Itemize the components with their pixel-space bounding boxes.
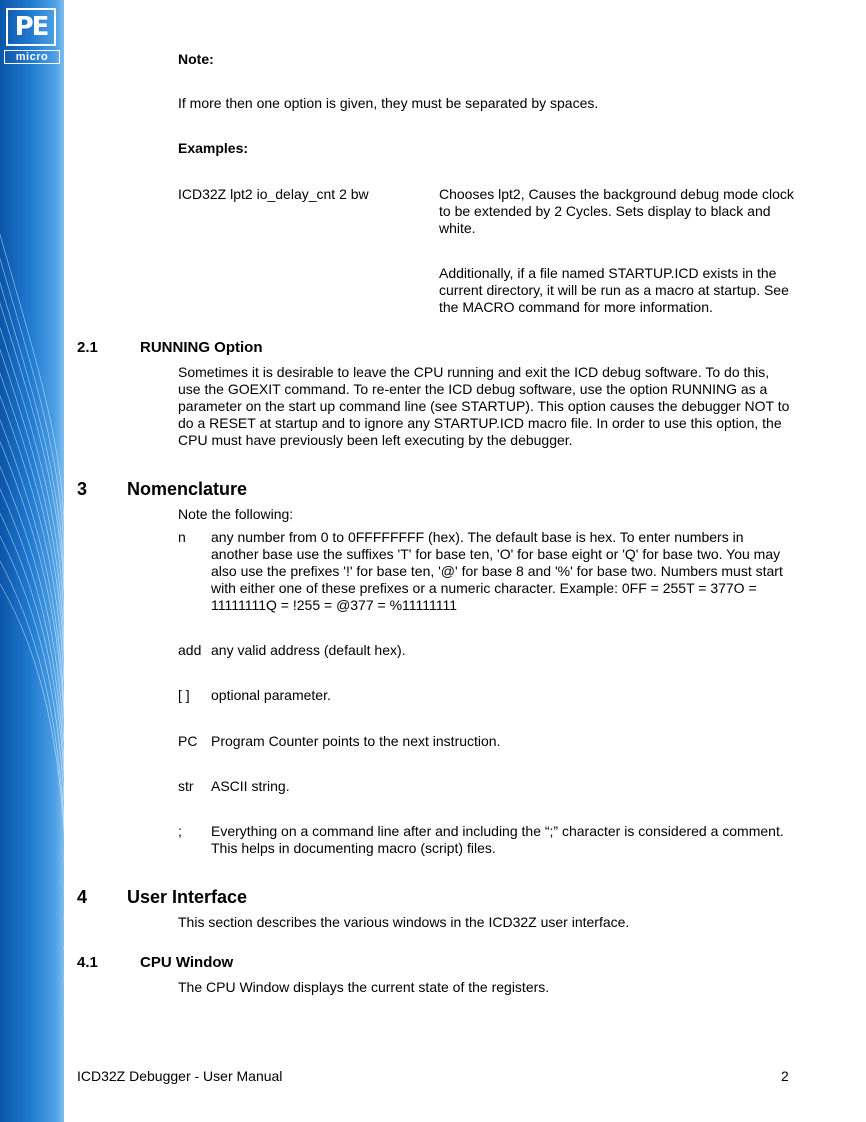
nomenclature-desc: any valid address (default hex).: [211, 642, 406, 658]
example-description-1: Chooses lpt2, Causes the background debug mode clock to be extended by 2 Cycles. Sets display to black and white.: [439, 186, 794, 236]
pe-micro-logo: [4, 8, 60, 66]
logo-micro-text: micro: [4, 50, 60, 64]
nomenclature-intro: Note the following:: [178, 506, 294, 522]
section-4-text: This section describes the various windows in the ICD32Z user interface.: [178, 914, 630, 930]
section-4-number: 4: [77, 887, 88, 907]
section-3-number: 3: [77, 479, 88, 499]
nomenclature-term: n: [178, 529, 186, 545]
nomenclature-desc: Everything on a command line after and including the “;” character is considered a comment. This helps in documenting macro (script) files.: [211, 823, 784, 856]
section-2-1-number: 2.1: [77, 339, 98, 356]
note-heading: Note:: [178, 51, 214, 67]
section-4-1-title: CPU Window: [140, 954, 234, 971]
nomenclature-desc: Program Counter points to the next instruction.: [211, 733, 501, 749]
note-text: If more then one option is given, they must be separated by spaces.: [178, 95, 599, 111]
nomenclature-term: PC: [178, 733, 198, 749]
footer-title: ICD32Z Debugger - User Manual: [77, 1068, 283, 1084]
nomenclature-desc: ASCII string.: [211, 778, 290, 794]
section-2-1-title: RUNNING Option: [140, 339, 263, 356]
section-3-title: Nomenclature: [127, 479, 248, 499]
section-4-1-number: 4.1: [77, 954, 98, 971]
nomenclature-term: add: [178, 642, 202, 658]
logo-pe-text: PE: [6, 8, 56, 46]
examples-heading: Examples:: [178, 140, 249, 156]
example-description-2: Additionally, if a file named STARTUP.ICD exists in the current directory, it will be run as a macro at startup. See the MACRO command for more information.: [439, 265, 789, 315]
sidebar-curves: [0, 0, 64, 1122]
section-4-1-text: The CPU Window displays the current state of the registers.: [178, 979, 550, 995]
section-2-1-text: Sometimes it is desirable to leave the CPU running and exit the ICD debug software. To do this, use the GOEXIT command. To re-enter the ICD debug software, use the option RUNNING as a parameter on the start up command line (see STARTUP). This option causes the debugger NOT to do a RESET at startup and to ignore any STARTUP.ICD macro file. In order to use this option, the CPU must have previously been left executing by the debugger.: [178, 364, 790, 448]
example-command: ICD32Z lpt2 io_delay_cnt 2 bw: [178, 186, 369, 202]
sidebar-decoration: [0, 0, 64, 1122]
nomenclature-desc: optional parameter.: [211, 687, 331, 703]
nomenclature-term: [ ]: [178, 687, 190, 703]
page-number: 2: [781, 1068, 789, 1084]
section-4-title: User Interface: [127, 887, 248, 907]
nomenclature-term: ;: [178, 823, 182, 839]
nomenclature-term: str: [178, 778, 194, 794]
nomenclature-desc: any number from 0 to 0FFFFFFFF (hex). The default base is hex. To enter numbers in another base use the suffixes 'T' for base ten, 'O' for base eight or 'Q' for base two. You may also use the prefixes '!' for base ten, '@' for base 8 and '%' for base two. Numbers must start with either one of these prefixes or a numeric character. Example: 0FF = 255T = 377O = 11111111Q = !255 = @377 = %11111111: [211, 529, 783, 613]
